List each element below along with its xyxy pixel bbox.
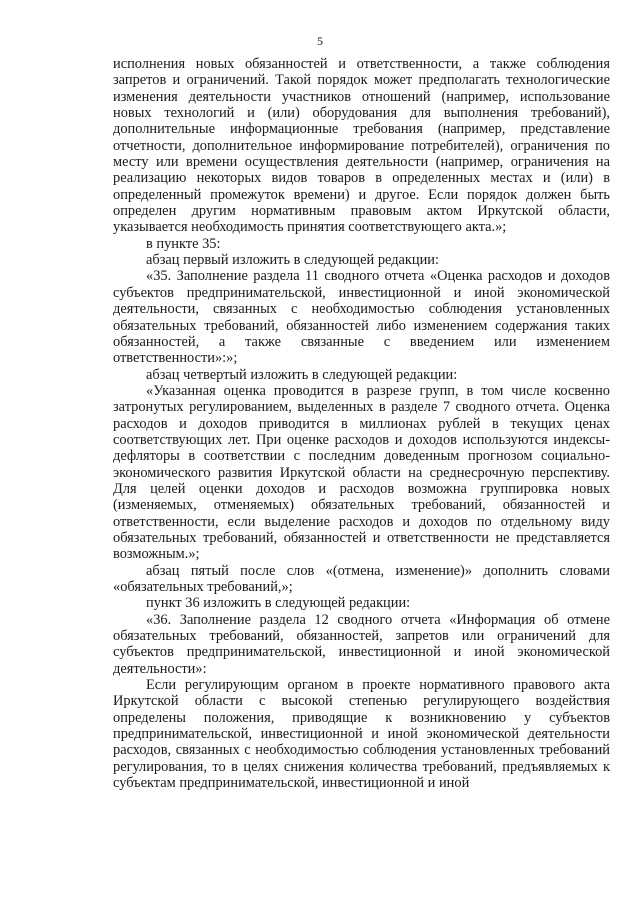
paragraph-item-36: пункт 36 изложить в следующей редакции:: [146, 595, 411, 612]
paragraph-fourth-abzac: абзац четвертый изложить в следующей редакции:: [146, 366, 458, 383]
paragraph-regulator: Если регулирующим органом в проекте нормативного правового акта Иркутской области с высокой степенью регулирующего воздействия определены положения, приводящие к возникновению у субъектов предпринимательской, инвестиционной и иной экономической деятельности расходов, связанных с необходимостью соблюдения установленных требований регулирования, то в целях снижения количества требований, предъявляемых к субъектам предпринимательской, инвестиционной и иной: [113, 677, 610, 792]
paragraph-clause-35: «35. Заполнение раздела 11 сводного отчета «Оценка расходов и доходов субъектов предпринимательской, инвестиционной и иной экономической деятельности, связанных с необходимостью соблюдения установленных обязательных требований, обязанностей либо изменением содержания таких обязанностей, а также связанные с введением или изменением ответственности»:»;: [113, 268, 610, 367]
paragraph-item-35: в пункте 35:: [146, 235, 221, 252]
paragraph-assessment: «Указанная оценка проводится в разрезе групп, в том числе косвенно затронутых регулированием, выделенных в разделе 7 сводного отчета. Оценка расходов и доходов приводится в миллионах рублей в текущих ценах соответствующих лет. При оценке расходов и доходов используются индексы-дефляторы в соответствии с последним доведенным прогнозом социально-экономического развития Иркутской области на среднесрочную перспективу. Для целей оценки доходов и расходов возможна группировка новых (изменяемых, отменяемых) обязательных требований, обязанностей и ответственности, если выделение расходов и доходов по отдельному виду обязательных требований, обязанностей и ответственности не представляется возможным.»;: [113, 382, 610, 563]
document-body: [113, 56, 610, 791]
page-number: 5: [317, 34, 323, 48]
paragraph-first-abzac: абзац первый изложить в следующей редакции:: [146, 252, 440, 269]
paragraph-clause-36: «36. Заполнение раздела 12 сводного отчета «Информация об отмене обязательных требований, обязанностей, запретов или ограничений для субъектов предпринимательской, инвестиционной и иной экономической деятельности»:: [113, 611, 610, 677]
paragraph-fifth-abzac: абзац пятый после слов «(отмена, изменение)» дополнить словами «обязательных требований,»;: [113, 562, 610, 595]
paragraph-continuation: исполнения новых обязанностей и ответственности, а также соблюдения запретов и ограничений. Такой порядок может предполагать технологические изменения деятельности участников отношений (например, использование новых технологий и (или) оборудования для выполнения требований), дополнительные информационные требования (например, представление отчетности, дополнительное информирование потребителей), ограничения по месту или времени осуществления деятельности (например, ограничения на реализацию некоторых видов товаров в определенных местах и (или) в определенный промежуток времени) и другое. Если порядок должен быть определен другим нормативным правовым актом Иркутской области, указывается необходимость принятия соответствующего акта.»;: [113, 56, 610, 236]
